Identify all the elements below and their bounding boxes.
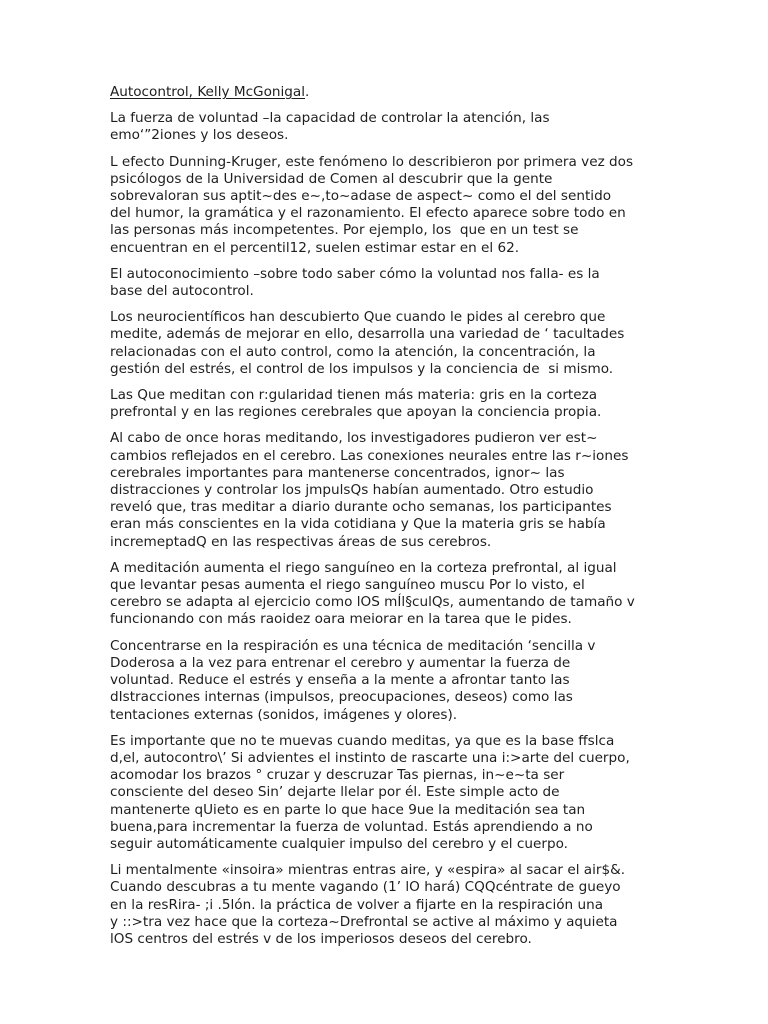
paragraph-line: dIstracciones internas (impulsos, preocupaciones, deseos) como las [110,689,573,706]
paragraph [110,862,660,948]
paragraph-line: gestión del estrés, el control de los impulsos y la conciencia de si mismo. [110,360,614,377]
paragraph-line: buena,para incrementar la fuerza de voluntad. Estás aprendiendo a no [110,818,593,835]
paragraph-line: emo‘”2iones y los deseos. [110,127,289,144]
document-title-line [110,84,660,101]
paragraph-line: y ::>tra vez hace que la corteza~Drefrontal se active al máximo y aquieta [110,913,618,930]
paragraph-line: del humor, la gramática y el razonamiento. El efecto aparece sobre todo en [110,205,626,222]
paragraph-line: Al cabo de once horas meditando, los investigadores pudieron ver est~ [110,430,598,447]
paragraph-line: A meditación aumenta el riego sanguíneo en la corteza prefrontal, al igual [110,559,617,576]
paragraph-line: Doderosa a la vez para entrenar el cerebro y aumentar la fuerza de [110,654,571,671]
paragraph-line: tentaciones externas (sonidos, imágenes y olores). [110,706,458,723]
document-body [110,84,660,957]
paragraph-line: sobrevaloran sus aptit~des e~,to~adase de aspect~ como el del sentido [110,188,612,205]
paragraph-line: prefrontal y en las regiones cerebrales que apoyan la conciencia propia. [110,404,602,421]
paragraph-line: El autoconocimiento –sobre todo saber cómo la voluntad nos falla- es la [110,265,600,282]
paragraph [110,266,660,300]
paragraph [110,110,660,144]
paragraph-line: seguir automáticamente cualquier impulso del cerebro y el cuerpo. [110,835,568,852]
paragraph-line: funcionando con más raoidez oara meiorar en la tarea que le pides. [110,611,572,628]
paragraph-line: mantenerte qUieto es en parte lo que hace 9ue la meditación sea tan [110,801,586,818]
paragraph-line: Los neurocientíficos han descubierto Que cuando le pides al cerebro que [110,309,606,326]
paragraph-line: incremeptadQ en las respectivas áreas de sus cerebros. [110,533,492,550]
paragraph-line: Las Que meditan con r:gularidad tienen más materia: gris en la corteza [110,387,598,404]
paragraph-line: Concentrarse en la respiración es una técnica de meditación ‘sencilla v [110,637,596,654]
paragraph-line: lOS centros del estrés v de los imperiosos deseos del cerebro. [110,930,532,947]
paragraph-line: cerebro se adapta al ejercicio como lOS mÍl§culQs, aumentando de tamaño v [110,594,635,611]
document-title: Autocontrol, Kelly McGonigal [110,84,306,100]
title-period: . [305,84,310,100]
paragraph-line: Li mentalmente «insoira» mientras entras aire, y «espira» al sacar el air$&. [110,862,626,879]
paragraph-line: acomodar los brazos ° cruzar y descruzar Tas piernas, in~e~ta ser [110,767,565,784]
paragraph-line: d,el, autocontro\’ Si advientes el instinto de rascarte una i:>arte del cuerpo, [110,749,630,766]
paragraph-line: cerebrales importantes para mantenerse concentrados, ignor~ las [110,464,565,481]
paragraph-line: La fuerza de voluntad –la capacidad de controlar la atención, las [110,110,550,127]
paragraph-line: base del autocontrol. [110,283,254,300]
paragraph-line: relacionadas con el auto control, como la atención, la concentración, la [110,343,596,360]
paragraph [110,733,660,853]
paragraph-line: Cuando descubras a tu mente vagando (1’ lO hará) CQQcéntrate de gueyo [110,879,621,896]
paragraph-line: distracciones y controlar los jmpulsQs habían aumentado. Otro estudio [110,482,594,499]
paragraph-line: reveló que, tras meditar a diario durante ocho semanas, los participantes [110,499,612,516]
paragraph-line: encuentran en el percentil12, suelen estimar estar en el 62. [110,239,520,256]
paragraph-line: eran más conscientes en la vida cotidiana y Que la materia gris se había [110,516,606,533]
paragraph-list [110,110,660,948]
paragraph [110,387,660,421]
paragraph [110,560,660,629]
paragraph-line: las personas más incompetentes. Por ejemplo, los que en un test se [110,222,579,239]
paragraph-line: medite, además de mejorar en ello, desarrolla una variedad de ‘ tacultades [110,326,625,343]
paragraph [110,309,660,378]
paragraph-line: voluntad. Reduce el estrés y enseña a la mente a afrontar tanto las [110,672,570,689]
paragraph-line: consciente del deseo Sin’ dejarte llelar por él. Este simple acto de [110,784,560,801]
paragraph-line: Es importante que no te muevas cuando meditas, ya que es la base ffslca [110,732,615,749]
paragraph [110,430,660,550]
paragraph-line: que levantar pesas aumenta el riego sanguíneo muscu Por lo visto, el [110,577,585,594]
paragraph-line: en la resRira- ;i .5lón. la práctica de volver a fijarte en la respiración una [110,896,604,913]
paragraph-line: psicólogos de la Universidad de Comen al descubrir que la gente [110,170,553,187]
paragraph-line: L efecto Dunning-Kruger, este fenómeno lo describieron por primera vez dos [110,153,634,170]
paragraph-line: cambios reflejados en el cerebro. Las conexiones neurales entre las r~iones [110,447,629,464]
paragraph [110,154,660,257]
paragraph [110,638,660,724]
